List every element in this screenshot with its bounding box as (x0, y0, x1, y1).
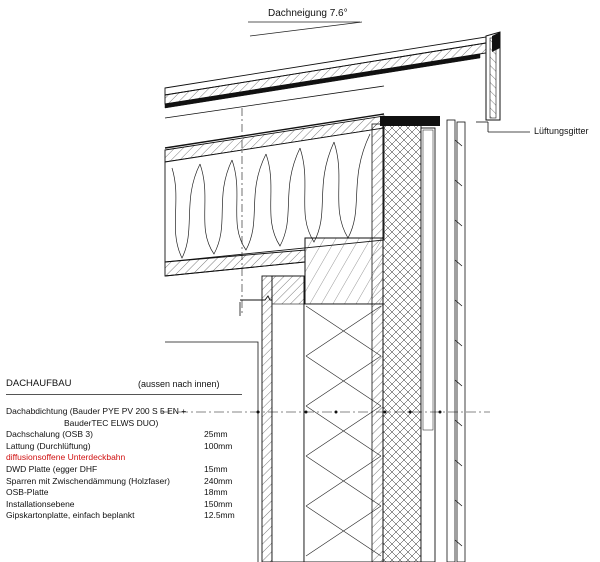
roof-eave-edge (486, 32, 500, 120)
legend-row: Lattung (Durchlüftung) 100mm (6, 440, 233, 451)
legend-rows (6, 406, 256, 522)
legend-divider (6, 394, 242, 395)
legend-row: DWD Platte (egger DHF 15mm (6, 463, 228, 474)
legend-row: Dachschalung (OSB 3) 25mm (6, 429, 228, 440)
legend-row: OSB-Platte 18mm (6, 487, 228, 498)
slope-indicator (248, 22, 362, 36)
legend-row-highlight: diffusionsoffene Unterdeckbahn (6, 452, 126, 463)
header-beam (305, 238, 383, 304)
legend-heading: DACHAUFBAU (6, 378, 72, 389)
legend-subheading: (aussen nach innen) (138, 379, 220, 389)
legend-row: BauderTEC ELWS DUO) (64, 417, 159, 428)
layer-legend (6, 378, 246, 521)
roof-slope-label: Dachneigung 7.6° (268, 8, 348, 19)
legend-row: Sparren mit Zwischendämmung (Holzfaser) 240mm (6, 475, 233, 486)
legend-header (6, 378, 246, 392)
roof-deck-layers (165, 36, 492, 118)
facade-cladding (447, 120, 465, 562)
legend-row: Gipskartonplatte, einfach beplankt 12.5mm (6, 510, 235, 521)
legend-row: Dachabdichtung (Bauder PYE PV 200 S 5 EN + (6, 406, 187, 416)
vent-grille-leader (476, 122, 530, 132)
vent-grille-label: Lüftungsgitter (534, 126, 589, 136)
legend-row: Installationsebene 150mm (6, 498, 233, 509)
